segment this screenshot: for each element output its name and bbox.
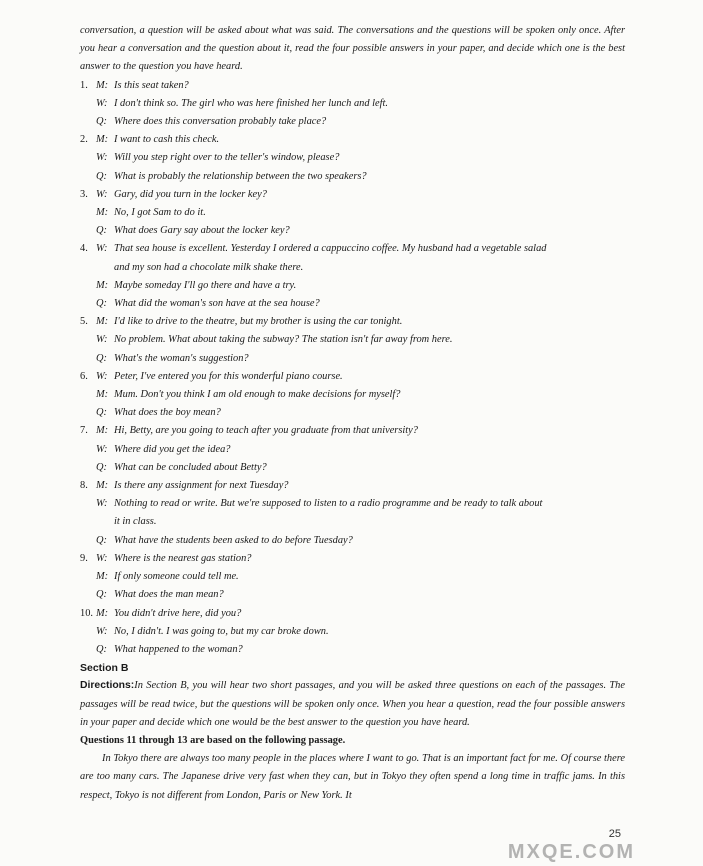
line-text: Peter, I've entered you for this wonderful piano course. (114, 370, 343, 382)
dialogue-line (80, 168, 625, 186)
item-number: 7. (80, 425, 88, 437)
dialogue-line (80, 641, 625, 659)
speaker-label: M: (96, 480, 109, 492)
speaker-label: M: (96, 134, 109, 146)
item-number: 6. (80, 370, 88, 382)
line-text: I'd like to drive to the theatre, but my brother is using the car tonight. (114, 316, 403, 328)
speaker-label: W: (96, 334, 108, 346)
item-number: 1. (80, 79, 88, 91)
dialogue-line-continuation (80, 259, 625, 277)
dialogue-list (80, 77, 625, 660)
line-text: What does Gary say about the locker key? (114, 225, 290, 237)
dialogue-line (80, 386, 625, 404)
dialogue-line (80, 623, 625, 641)
line-text: No, I got Sam to do it. (114, 207, 206, 219)
speaker-label: M: (96, 316, 109, 328)
document-page (80, 22, 625, 805)
speaker-label: W: (96, 97, 108, 109)
line-text: Where did you get the idea? (114, 443, 231, 455)
speaker-label: Q: (96, 225, 107, 237)
speaker-label: M: (96, 571, 109, 583)
dialogue-item (80, 240, 625, 313)
line-text: Where does this conversation probably take place? (114, 116, 327, 128)
speaker-label: Q: (96, 352, 107, 364)
dialogue-line (80, 240, 625, 258)
dialogue-line (80, 204, 625, 222)
page-number: 25 (608, 828, 621, 840)
dialogue-line (80, 350, 625, 368)
line-text: Where is the nearest gas station? (114, 552, 252, 564)
speaker-label: W: (96, 625, 108, 637)
speaker-label: M: (96, 79, 109, 91)
dialogue-line (80, 113, 625, 131)
line-text: What does the man mean? (114, 589, 224, 601)
speaker-label: M: (96, 207, 109, 219)
dialogue-line (80, 77, 625, 95)
dialogue-item (80, 186, 625, 241)
dialogue-line (80, 568, 625, 586)
section-b-title: Section B (80, 662, 129, 675)
speaker-label: M: (96, 425, 109, 437)
dialogue-line (80, 368, 625, 386)
line-text: Gary, did you turn in the locker key? (114, 188, 267, 200)
line-text: I don't think so. The girl who was here finished her lunch and left. (114, 97, 388, 109)
speaker-label: W: (96, 498, 108, 510)
item-number: 3. (80, 188, 88, 200)
line-text: What's the woman's suggestion? (114, 352, 249, 364)
speaker-label: Q: (96, 534, 107, 546)
item-number: 4. (80, 243, 88, 255)
line-text: That sea house is excellent. Yesterday I ordered a cappuccino coffee. My husband had a vegetable salad (114, 243, 547, 255)
dialogue-line (80, 459, 625, 477)
speaker-label: W: (96, 552, 108, 564)
dialogue-line (80, 186, 625, 204)
dialogue-item (80, 368, 625, 423)
line-text: No, I didn't. I was going to, but my car broke down. (114, 625, 329, 637)
dialogue-line (80, 586, 625, 604)
line-text: Mum. Don't you think I am old enough to make decisions for myself? (114, 389, 401, 401)
speaker-label: W: (96, 152, 108, 164)
dialogue-line (80, 477, 625, 495)
speaker-label: Q: (96, 589, 107, 601)
speaker-label: Q: (96, 170, 107, 182)
passage-text: In Tokyo there are always too many people in the places where I want to go. That is an important fact for me. Of course there are too many cars. The Japanese drive very fast when they can, but in Tokyo they often spend a long time in traffic jams. In this respect, Tokyo is not different from London, Paris or New York. It (80, 753, 625, 801)
line-text: Is this seat taken? (114, 79, 189, 91)
watermark: MXQE.COM (507, 841, 635, 863)
line-text: What does the boy mean? (114, 407, 221, 419)
speaker-label: Q: (96, 643, 107, 655)
line-text: it in class. (114, 516, 157, 528)
line-text: Nothing to read or write. But we're supposed to listen to a radio programme and be ready to talk about (114, 498, 543, 510)
item-number: 5. (80, 316, 88, 328)
line-text: You didn't drive here, did you? (114, 607, 242, 619)
item-number: 8. (80, 480, 88, 492)
item-number: 2. (80, 134, 88, 146)
dialogue-line (80, 95, 625, 113)
speaker-label: M: (96, 389, 109, 401)
speaker-label: M: (96, 607, 109, 619)
line-text: and my son had a chocolate milk shake there. (114, 261, 304, 273)
dialogue-item (80, 131, 625, 186)
line-text: No problem. What about taking the subway? The station isn't far away from here. (114, 334, 453, 346)
line-text: What have the students been asked to do before Tuesday? (114, 534, 353, 546)
dialogue-line (80, 404, 625, 422)
line-text: What did the woman's son have at the sea house? (114, 298, 320, 310)
dialogue-line (80, 495, 625, 513)
speaker-label: W: (96, 243, 108, 255)
speaker-label: Q: (96, 461, 107, 473)
directions-text: In Section B, you will hear two short passages, and you will be asked three questions on each of the passages. The passages will be read twice, but the questions will be spoken only once. When you hear a question, read the four possible answers in your paper and decide which one would be the best answer to the question you have heard. (80, 680, 625, 728)
dialogue-item (80, 477, 625, 550)
dialogue-line (80, 313, 625, 331)
line-text: What happened to the woman? (114, 643, 243, 655)
line-text: Will you step right over to the teller's window, please? (114, 152, 340, 164)
item-number: 9. (80, 552, 88, 564)
speaker-label: W: (96, 370, 108, 382)
dialogue-line (80, 277, 625, 295)
dialogue-line-continuation (80, 513, 625, 531)
dialogue-item (80, 77, 625, 132)
speaker-label: W: (96, 188, 108, 200)
speaker-label: M: (96, 279, 109, 291)
questions-heading: Questions 11 through 13 are based on the following passage. (80, 734, 346, 746)
dialogue-line (80, 222, 625, 240)
speaker-label: Q: (96, 298, 107, 310)
dialogue-line (80, 532, 625, 550)
line-text: What is probably the relationship between the two speakers? (114, 170, 367, 182)
dialogue-line (80, 331, 625, 349)
speaker-label: Q: (96, 407, 107, 419)
dialogue-line (80, 550, 625, 568)
line-text: Hi, Betty, are you going to teach after you graduate from that university? (114, 425, 418, 437)
dialogue-item (80, 550, 625, 605)
line-text: Is there any assignment for next Tuesday? (114, 480, 289, 492)
line-text: I want to cash this check. (114, 134, 220, 146)
item-number: 10. (80, 607, 93, 619)
section-b-directions (80, 677, 625, 732)
dialogue-item (80, 313, 625, 368)
line-text: Maybe someday I'll go there and have a try. (114, 279, 297, 291)
line-text: If only someone could tell me. (114, 571, 239, 583)
speaker-label: W: (96, 443, 108, 455)
dialogue-item (80, 422, 625, 477)
dialogue-line (80, 422, 625, 440)
dialogue-item (80, 605, 625, 660)
intro-paragraph: conversation, a question will be asked about what was said. The conversations and the questions will be spoken only once. After you hear a conversation and the question about it, read the four possible answers in your paper, and decide which one is the best answer to the question you have heard. (80, 25, 625, 73)
directions-label: Directions: (80, 680, 135, 692)
dialogue-line (80, 149, 625, 167)
dialogue-line (80, 605, 625, 623)
dialogue-line (80, 131, 625, 149)
dialogue-line (80, 441, 625, 459)
dialogue-line (80, 295, 625, 313)
speaker-label: Q: (96, 116, 107, 128)
line-text: What can be concluded about Betty? (114, 461, 267, 473)
